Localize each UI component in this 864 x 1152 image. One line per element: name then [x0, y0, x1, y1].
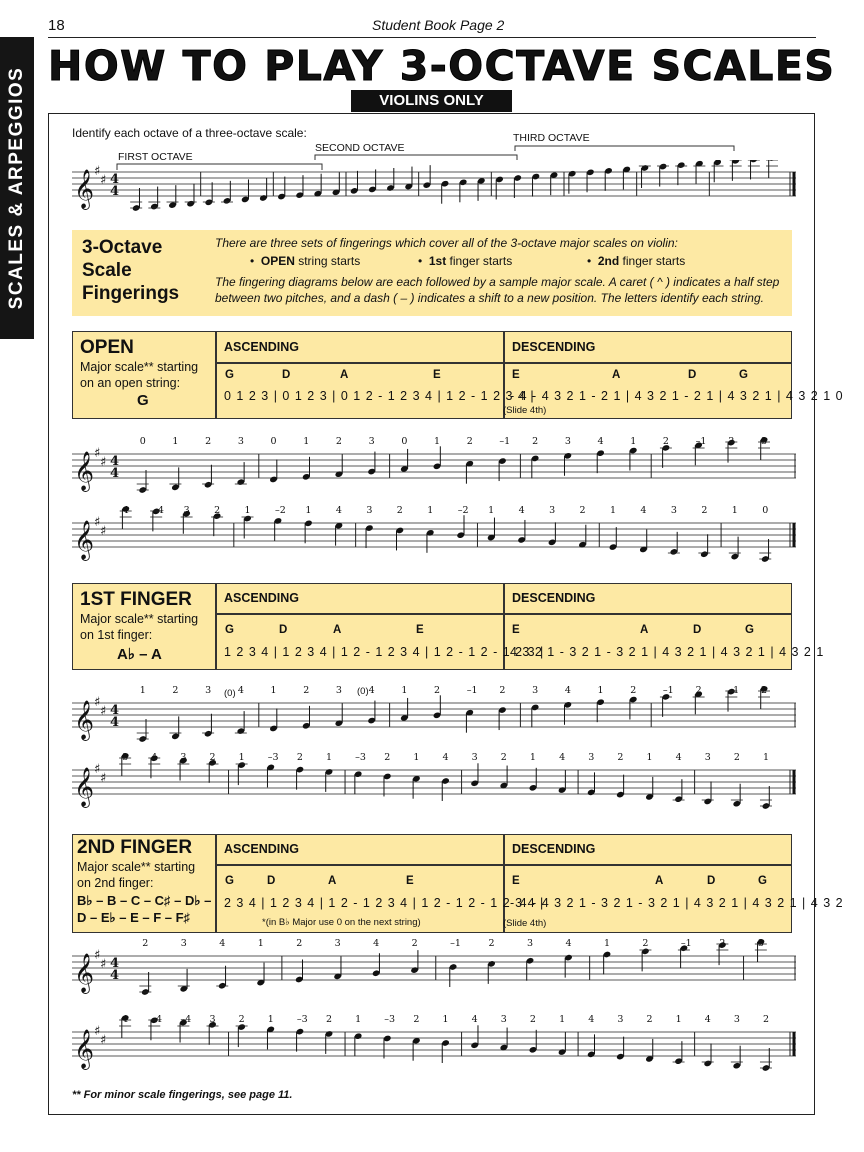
finger-number: 3 [335, 685, 342, 696]
finger-number: 0 [401, 436, 408, 447]
finger-number: 1 [303, 436, 310, 447]
finger-number: 3 [368, 436, 375, 447]
treble-clef: 𝄞 [74, 700, 95, 740]
finger-number: –1 [695, 436, 707, 447]
table-divider [215, 331, 217, 419]
finger-number: 2 [172, 685, 179, 696]
finger-number: 4 [151, 752, 158, 763]
first-ascending-header: ASCENDING [224, 591, 300, 605]
finger-number: 4 [518, 505, 525, 516]
finger-number: 1 [139, 685, 146, 696]
open-desc-string-e: E [512, 369, 520, 381]
finger-number: 1 [675, 1014, 682, 1025]
bullet-first-bold: 1st [428, 254, 447, 268]
second-asc-string-g: G [225, 875, 234, 887]
finger-number: 2 [466, 436, 473, 447]
finger-number: 1 [427, 505, 434, 516]
finger-number: 3 [180, 938, 187, 949]
finger-number: 2 [296, 938, 303, 949]
finger-number: 3 [180, 752, 187, 763]
finger-number: 2 [205, 436, 212, 447]
treble-clef: 𝄞 [74, 767, 95, 807]
finger-number: –2 [274, 505, 286, 516]
finger-number: 4 [588, 1014, 595, 1025]
intro-instruction: Identify each octave of a three-octave scale: [72, 126, 307, 140]
key-signature: ♯ [100, 771, 107, 786]
finger-number: 2 [411, 938, 418, 949]
first-asc-string-a: A [333, 624, 342, 636]
finger-number: 2 [335, 436, 342, 447]
finger-number: –3 [384, 1014, 396, 1025]
bullet-open-rest: string starts [294, 254, 361, 268]
fingerings-title-line2: Scale [82, 260, 132, 281]
finger-number: –1 [728, 685, 740, 696]
second-ascending-header: ASCENDING [224, 842, 300, 856]
finger-number: 1 [172, 436, 179, 447]
open-table-keys: G [137, 392, 149, 409]
open-scale-staff-2 [72, 505, 796, 577]
time-signature: 4 [110, 956, 120, 971]
finger-number: 2 [701, 505, 708, 516]
third-octave-label: THIRD OCTAVE [513, 132, 590, 144]
time-signature: 4 [110, 968, 120, 983]
finger-number: 4 [564, 685, 571, 696]
finger-number: 2 [142, 938, 149, 949]
finger-number: 3 [704, 752, 711, 763]
finger-number: 2 [728, 436, 735, 447]
footnote: ** For minor scale fingerings, see page 11. [72, 1089, 293, 1101]
second-descending-header: DESCENDING [512, 842, 596, 856]
finger-number: 1 [355, 1014, 362, 1025]
finger-number: 1 [609, 505, 617, 516]
finger-number: 4 [219, 938, 226, 949]
finger-number: 4 [335, 505, 342, 516]
finger-number: 1 [270, 685, 277, 696]
side-tab-label: SCALES & ARPEGGIOS [6, 66, 27, 310]
fingerings-box-title [82, 236, 179, 305]
finger-number: 2 [326, 1014, 333, 1025]
open-string-mark: (0) [224, 688, 236, 699]
fingerings-line2: The fingering diagrams below are each followed by a sample major scale. A caret ( ^ ) indicates a half step [215, 275, 780, 289]
table-divider [215, 362, 792, 364]
treble-clef: 𝄞 [74, 1029, 95, 1069]
finger-number: –4 [153, 505, 164, 516]
second-octave-label: SECOND OCTAVE [315, 142, 405, 154]
finger-number: 1 [267, 1014, 274, 1025]
finger-number: 2 [733, 752, 740, 763]
finger-number: 2 [209, 752, 216, 763]
finger-number: 3 [564, 436, 571, 447]
finger-number: –3 [355, 752, 366, 763]
finger-number: 1 [603, 938, 611, 949]
first-desc-string-a: A [640, 624, 649, 636]
second-asc-string-d: D [267, 875, 276, 887]
treble-clef: 𝄞 [74, 169, 95, 209]
finger-number: 3 [471, 752, 478, 763]
finger-number: 3 [334, 938, 341, 949]
bullet-second-bold: 2nd [597, 254, 620, 268]
second-asc-string-a: A [328, 875, 337, 887]
finger-number: 2 [579, 505, 586, 516]
finger-number: 4 [368, 685, 375, 696]
finger-number: 0 [139, 436, 146, 447]
key-signature: ♯ [100, 173, 107, 188]
bullet-second: • 2nd finger starts [587, 254, 686, 268]
finger-number: 1 [244, 505, 251, 516]
finger-number: 4 [373, 938, 380, 949]
finger-number: 1 [238, 752, 245, 763]
finger-number: 4 [675, 752, 682, 763]
finger-number: 4 [471, 1014, 478, 1025]
finger-number: 3 [500, 1014, 507, 1025]
finger-number: 1 [401, 685, 408, 696]
second-finger-table-desc1: Major scale** starting [77, 860, 196, 874]
table-divider [215, 834, 217, 933]
open-desc-string-d: D [688, 369, 697, 381]
key-signature: ♯ [100, 524, 107, 539]
finger-number: 2 [434, 685, 441, 696]
treble-clef: 𝄞 [74, 451, 95, 491]
table-divider [215, 613, 792, 615]
finger-number: 2 [630, 685, 637, 696]
first-desc-string-d: D [693, 624, 702, 636]
finger-number: 2 [719, 938, 726, 949]
finger-number: 4 [597, 436, 604, 447]
book-reference: Student Book Page 2 [372, 17, 505, 33]
first-asc-fingering: 1 2 3 4 | 1 2 3 4 | 1 2 - 1 2 3 4 | 1 2 - 1 2 - 1 2 3 | [224, 645, 545, 659]
second-desc-string-d: D [707, 875, 716, 887]
finger-number: 3 [532, 685, 539, 696]
table-divider [215, 864, 792, 866]
finger-number: 3 [366, 505, 373, 516]
finger-number: 1 [597, 685, 604, 696]
open-scale-staff-1 [72, 436, 796, 500]
finger-number: 3 [122, 752, 129, 763]
finger-number: –1 [466, 685, 478, 696]
table-divider [215, 583, 217, 670]
open-table-desc1: Major scale** starting [80, 360, 199, 374]
first-finger-table-desc2: on 1st finger: [80, 628, 153, 642]
treble-clef: 𝄞 [74, 520, 95, 560]
finger-number: 2 [303, 685, 310, 696]
finger-number: 2 [396, 505, 403, 516]
fingerings-line1: There are three sets of fingerings which cover all of the 3-octave major scales on violin: [215, 236, 678, 250]
open-ascending-header: ASCENDING [224, 340, 300, 354]
finger-number: 3 [549, 505, 556, 516]
open-desc-fingering: - 4 - 4 3 2 1 - 2 1 | 4 3 2 1 - 2 1 | 4 3 2 1 | 4 3 2 1 0 [510, 389, 844, 403]
finger-number: 1 [326, 752, 333, 763]
finger-number: 2 [662, 436, 669, 447]
fingerings-title-line3: Fingerings [82, 283, 180, 304]
first-finger-table-name: 1ST FINGER [80, 589, 192, 610]
finger-number: 1 [257, 938, 264, 949]
finger-number: 1 [488, 505, 495, 516]
second-desc-note: (Slide 4th) [503, 918, 547, 929]
first-asc-string-e: E [416, 624, 424, 636]
finger-number: 3 [757, 938, 764, 949]
key-signature: ♯ [94, 446, 101, 461]
finger-number: 1 [731, 505, 738, 516]
second-asc-string-e: E [406, 875, 414, 887]
first-finger-scale-staff-1 [72, 685, 796, 751]
open-descending-header: DESCENDING [512, 340, 596, 354]
finger-number: 2 [761, 685, 768, 696]
second-asc-note: *(in B♭ Major use 0 on the next string) [262, 917, 421, 928]
finger-number: 3 [617, 1014, 624, 1025]
finger-number: 3 [237, 436, 244, 447]
key-signature: ♯ [100, 1033, 107, 1048]
finger-number: –1 [499, 436, 511, 447]
finger-number: 1 [434, 436, 441, 447]
second-finger-scale-staff-2 [72, 1014, 796, 1090]
first-asc-string-d: D [279, 624, 288, 636]
key-signature: ♯ [100, 704, 107, 719]
second-finger-table-desc2: on 2nd finger: [77, 876, 154, 890]
finger-number: 4 [704, 1014, 711, 1025]
treble-clef: 𝄞 [74, 953, 95, 993]
finger-number: 2 [695, 685, 702, 696]
finger-number: 1 [559, 1014, 566, 1025]
time-signature: 4 [110, 454, 120, 469]
time-signature: 4 [110, 715, 120, 730]
finger-number: 2 [488, 938, 495, 949]
key-signature: ♯ [94, 1024, 101, 1039]
finger-number: –3 [267, 752, 279, 763]
open-string-mark: (0) [357, 686, 369, 697]
key-signature: ♯ [94, 515, 101, 530]
second-finger-keys-2: D – E♭ – E – F – F♯ [77, 910, 191, 925]
finger-number: 3 [205, 685, 212, 696]
open-table-name: OPEN [80, 337, 134, 358]
first-finger-table-desc1: Major scale** starting [80, 612, 199, 626]
finger-number: 3 [670, 505, 677, 516]
finger-number: –4 [151, 1014, 163, 1025]
finger-number: 3 [761, 436, 768, 447]
second-finger-table-name: 2ND FINGER [77, 837, 193, 858]
finger-number: 1 [305, 505, 312, 516]
finger-number: 2 [413, 1014, 420, 1025]
finger-number: 2 [646, 1014, 653, 1025]
finger-number: 4 [640, 505, 647, 516]
key-signature: ♯ [100, 957, 107, 972]
finger-number: 4 [122, 1014, 129, 1025]
open-asc-string-a: A [340, 369, 349, 381]
open-asc-string-e: E [433, 369, 441, 381]
second-finger-keys-1: B♭ – B – C – C♯ – D♭ – [77, 893, 212, 908]
first-finger-scale-staff-2 [72, 752, 796, 824]
finger-number: 3 [527, 938, 534, 949]
open-table-desc2: on an open string: [80, 376, 181, 390]
key-signature: ♯ [94, 762, 101, 777]
finger-number: 4 [237, 685, 244, 696]
finger-number: 3 [183, 505, 190, 516]
finger-number: 3 [588, 752, 595, 763]
finger-number: 2 [762, 1014, 770, 1025]
bullet-second-rest: finger starts [619, 254, 686, 268]
time-signature: 4 [110, 172, 120, 187]
finger-number: 2 [529, 1014, 536, 1025]
finger-number: –3 [296, 1014, 308, 1025]
first-finger-table-keys: A♭ – A [117, 646, 162, 663]
finger-number: 1 [529, 752, 536, 763]
key-signature: ♯ [94, 948, 101, 963]
bullet-open-bold: OPEN [260, 254, 295, 268]
finger-number: 2 [532, 436, 539, 447]
finger-number: 4 [122, 505, 129, 516]
bullet-first: • 1st finger starts [418, 254, 513, 268]
second-desc-string-e: E [512, 875, 520, 887]
finger-number: 1 [630, 436, 637, 447]
finger-number: –4 [180, 1014, 192, 1025]
bullet-first-rest: finger starts [446, 254, 513, 268]
finger-number: 1 [413, 752, 420, 763]
finger-number: 1 [646, 752, 653, 763]
finger-number: –1 [680, 938, 692, 949]
page-number: 18 [48, 17, 65, 34]
finger-number: 1 [442, 1014, 449, 1025]
finger-number: 2 [499, 685, 506, 696]
finger-number: 1 [762, 752, 770, 763]
second-desc-string-g: G [758, 875, 767, 887]
first-desc-fingering: 4 3 2 1 - 3 2 1 - 3 2 1 | 4 3 2 1 | 4 3 2 1 | 4 3 2 1 [510, 645, 825, 659]
key-signature: ♯ [94, 695, 101, 710]
open-desc-note: (Slide 4th) [503, 405, 547, 416]
second-asc-fingering: 2 3 4 | 1 2 3 4 | 1 2 - 1 2 3 4 | 1 2 - 1 2 - 1 2 3 4 | [224, 896, 545, 910]
finger-number: –1 [662, 685, 674, 696]
bullet-open: • OPEN string starts [250, 254, 361, 268]
open-asc-string-g: G [225, 369, 234, 381]
finger-number: 4 [565, 938, 572, 949]
intro-scale-staff [72, 160, 796, 220]
finger-number: 2 [384, 752, 391, 763]
first-desc-string-e: E [512, 624, 520, 636]
open-asc-string-d: D [282, 369, 291, 381]
first-descending-header: DESCENDING [512, 591, 596, 605]
finger-number: 2 [642, 938, 649, 949]
finger-number: 3 [209, 1014, 216, 1025]
second-finger-scale-staff-1 [72, 938, 796, 1004]
key-signature: ♯ [100, 455, 107, 470]
finger-number: 3 [733, 1014, 740, 1025]
time-signature: 4 [110, 184, 120, 199]
finger-number: 2 [238, 1014, 245, 1025]
finger-number: 2 [214, 505, 221, 516]
finger-number: –1 [450, 938, 461, 949]
second-desc-string-a: A [655, 875, 664, 887]
open-asc-fingering: 0 1 2 3 | 0 1 2 3 | 0 1 2 - 1 2 3 4 | 1 2 - 1 2 3 4 | [224, 389, 535, 403]
finger-number: 4 [442, 752, 449, 763]
violins-only-banner: VIOLINS ONLY [351, 90, 512, 112]
page-title: HOW TO PLAY 3-OCTAVE SCALES [48, 42, 836, 90]
open-desc-string-a: A [612, 369, 621, 381]
finger-number: 0 [270, 436, 277, 447]
second-desc-fingering: - 4 - 4 3 2 1 - 3 2 1 - 3 2 1 | 4 3 2 1 | 4 3 2 1 | 4 3 2 [510, 896, 844, 910]
fingerings-line3: between two pitches, and a dash ( – ) indicates a shift to a new position. The letters identify each string. [215, 291, 764, 305]
finger-number: 2 [296, 752, 303, 763]
first-desc-string-g: G [745, 624, 754, 636]
finger-number: 0 [762, 505, 769, 516]
finger-number: 2 [500, 752, 507, 763]
finger-number: –2 [457, 505, 469, 516]
key-signature: ♯ [94, 164, 101, 179]
first-octave-label: FIRST OCTAVE [118, 151, 193, 163]
time-signature: 4 [110, 466, 120, 481]
time-signature: 4 [110, 703, 120, 718]
finger-number: 4 [559, 752, 566, 763]
open-desc-string-g: G [739, 369, 748, 381]
fingerings-title-line1: 3-Octave [82, 237, 163, 258]
first-asc-string-g: G [225, 624, 234, 636]
finger-number: 2 [617, 752, 624, 763]
